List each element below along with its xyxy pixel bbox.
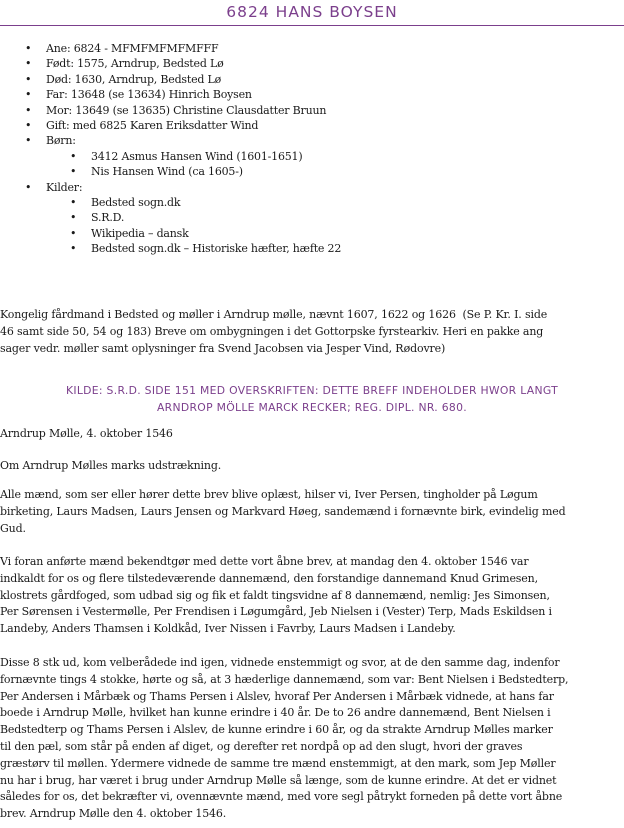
source-heading-line: ARNDROP MÖLLE MARCK RECKER; REG. DIPL. NR. 680. xyxy=(156,401,467,414)
child-item: • 3412 Asmus Hansen Wind (1601-1651) xyxy=(0,149,620,164)
text-line: Kongelig fårdmand i Bedsted og møller i Arndrup mølle, nævnt 1607, 1622 og 1626 (Se P. Kr. I. side xyxy=(0,308,548,321)
sources-list xyxy=(46,195,620,257)
text-line: fornævnte tings 4 stokke, hørte og så, at 3 hæderlige dannemænd, som var: Bent Nielsen i Bedstedterp, xyxy=(0,672,569,686)
text-line: 46 samt side 50, 54 og 183) Breve om ombygningen i det Gottorpske fyrstearkiv. Heri en pakke ang xyxy=(0,324,544,338)
source-heading xyxy=(0,382,624,416)
fact-born: • Født: 1575, Arndrup, Bedsted Lø xyxy=(0,56,620,71)
page-title: 6824 HANS BOYSEN xyxy=(226,3,398,21)
text-line: græstørv til møllen. Ydermere vidnede de samme tre mænd enstemmigt, at den mark, som Jep Møller xyxy=(0,756,556,770)
paragraph-testimony xyxy=(0,655,624,823)
text-line: Disse 8 stk ud, kom velberådede ind igen, vidnede enstemmigt og svor, at de den samme dag, indenfor xyxy=(0,656,560,669)
source-item: • S.R.D. xyxy=(0,210,620,225)
paragraph-summons xyxy=(0,554,624,638)
text-line: således for os, det bekræfter vi, ovennævnte mænd, med vore segl påtrykt forneden på dette vort åbne xyxy=(0,790,563,804)
intro-paragraph xyxy=(0,307,624,357)
fact-children-label xyxy=(0,133,620,179)
sources-label: Kilder: xyxy=(46,180,83,194)
children-list xyxy=(46,149,620,180)
text-line: Gud. xyxy=(0,521,26,535)
fact-mother: • Mor: 13649 (se 13635) Christine Clausdatter Bruun xyxy=(0,103,620,118)
text-line: Bedstedterp og Thams Persen i Alslev, de kunne erindre i 60 år, og da strakte Arndrup Mølles marker xyxy=(0,723,553,737)
source-item: • Wikipedia – dansk xyxy=(0,226,620,241)
fact-died: • Død: 1630, Arndrup, Bedsted Lø xyxy=(0,72,620,87)
text-line: Vi foran anførte mænd bekendtgør med dette vort åbne brev, at mandag den 4. oktober 1546 var xyxy=(0,555,529,568)
text-line: Per Andersen i Mårbæk og Thams Persen i Alslev, hvoraf Per Andersen i Mårbæk vidnede, at hans far xyxy=(0,689,554,703)
text-line: nu har i brug, har været i brug under Arndrup Mølle så længe, som de kunne erindre. At det er vidnet xyxy=(0,773,557,787)
paragraph-greeting xyxy=(0,487,624,537)
source-item: • Bedsted sogn.dk – Historiske hæfter, hæfte 22 xyxy=(0,241,620,256)
fact-sources-label xyxy=(0,180,620,257)
text-line: birketing, Laurs Madsen, Laurs Jensen og Markvard Høeg, sandemænd i fornævnte birk, evindelig med xyxy=(0,504,566,518)
text-line: klostrets gårdfoged, som udbad sig og fik et faldt tingsvidne af 8 dannemænd, nemlig: Jes Simonsen, xyxy=(0,588,550,602)
text-line: brev. Arndrup Mølle den 4. oktober 1546. xyxy=(0,807,227,821)
fact-ane: • Ane: 6824 - MFMFMFMFMFFF xyxy=(0,41,620,56)
text-line: til den pæl, som står på enden af diget, og derefter ret nordpå op ad den slugt, hvori der graves xyxy=(0,739,523,753)
subject-line: Om Arndrup Mølles marks udstrækning. xyxy=(0,459,222,472)
facts-list xyxy=(0,41,620,257)
child-item: • Nis Hansen Wind (ca 1605-) xyxy=(0,164,620,179)
text-line: boede i Arndrup Mølle, hvilket han kunne erindre i 40 år. De to 26 andre dannemænd, Bent Nielsen i xyxy=(0,706,551,720)
children-label: Børn: xyxy=(46,134,76,148)
text-line: indkaldt for os og flere tilstedeværende dannemænd, den forstandige dannemand Knud Grimesen, xyxy=(0,571,538,585)
title-divider xyxy=(0,25,624,26)
fact-married: • Gift: med 6825 Karen Eriksdatter Wind xyxy=(0,118,620,133)
date-line: Arndrup Mølle, 4. oktober 1546 xyxy=(0,427,173,440)
text-line: sager vedr. møller samt oplysninger fra Svend Jacobsen via Jesper Vind, Rødovre) xyxy=(0,341,446,355)
fact-father: • Far: 13648 (se 13634) Hinrich Boysen xyxy=(0,87,620,102)
source-item: • Bedsted sogn.dk xyxy=(0,195,620,210)
source-heading-line: KILDE: S.R.D. SIDE 151 MED OVERSKRIFTEN: DETTE BREFF INDEHOLDER HWOR LANGT xyxy=(65,384,559,397)
text-line: Landeby, Anders Thamsen i Koldkåd, Iver Nissen i Favrby, Laurs Madsen i Landeby. xyxy=(0,622,456,636)
text-line: Alle mænd, som ser eller hører dette brev blive oplæst, hilser vi, Iver Persen, tingholder på Løgum xyxy=(0,488,538,501)
text-line: Per Sørensen i Vestermølle, Per Frendisen i Løgumgård, Jeb Nielsen i (Vester) Terp, Mads Eskildsen i xyxy=(0,605,552,619)
